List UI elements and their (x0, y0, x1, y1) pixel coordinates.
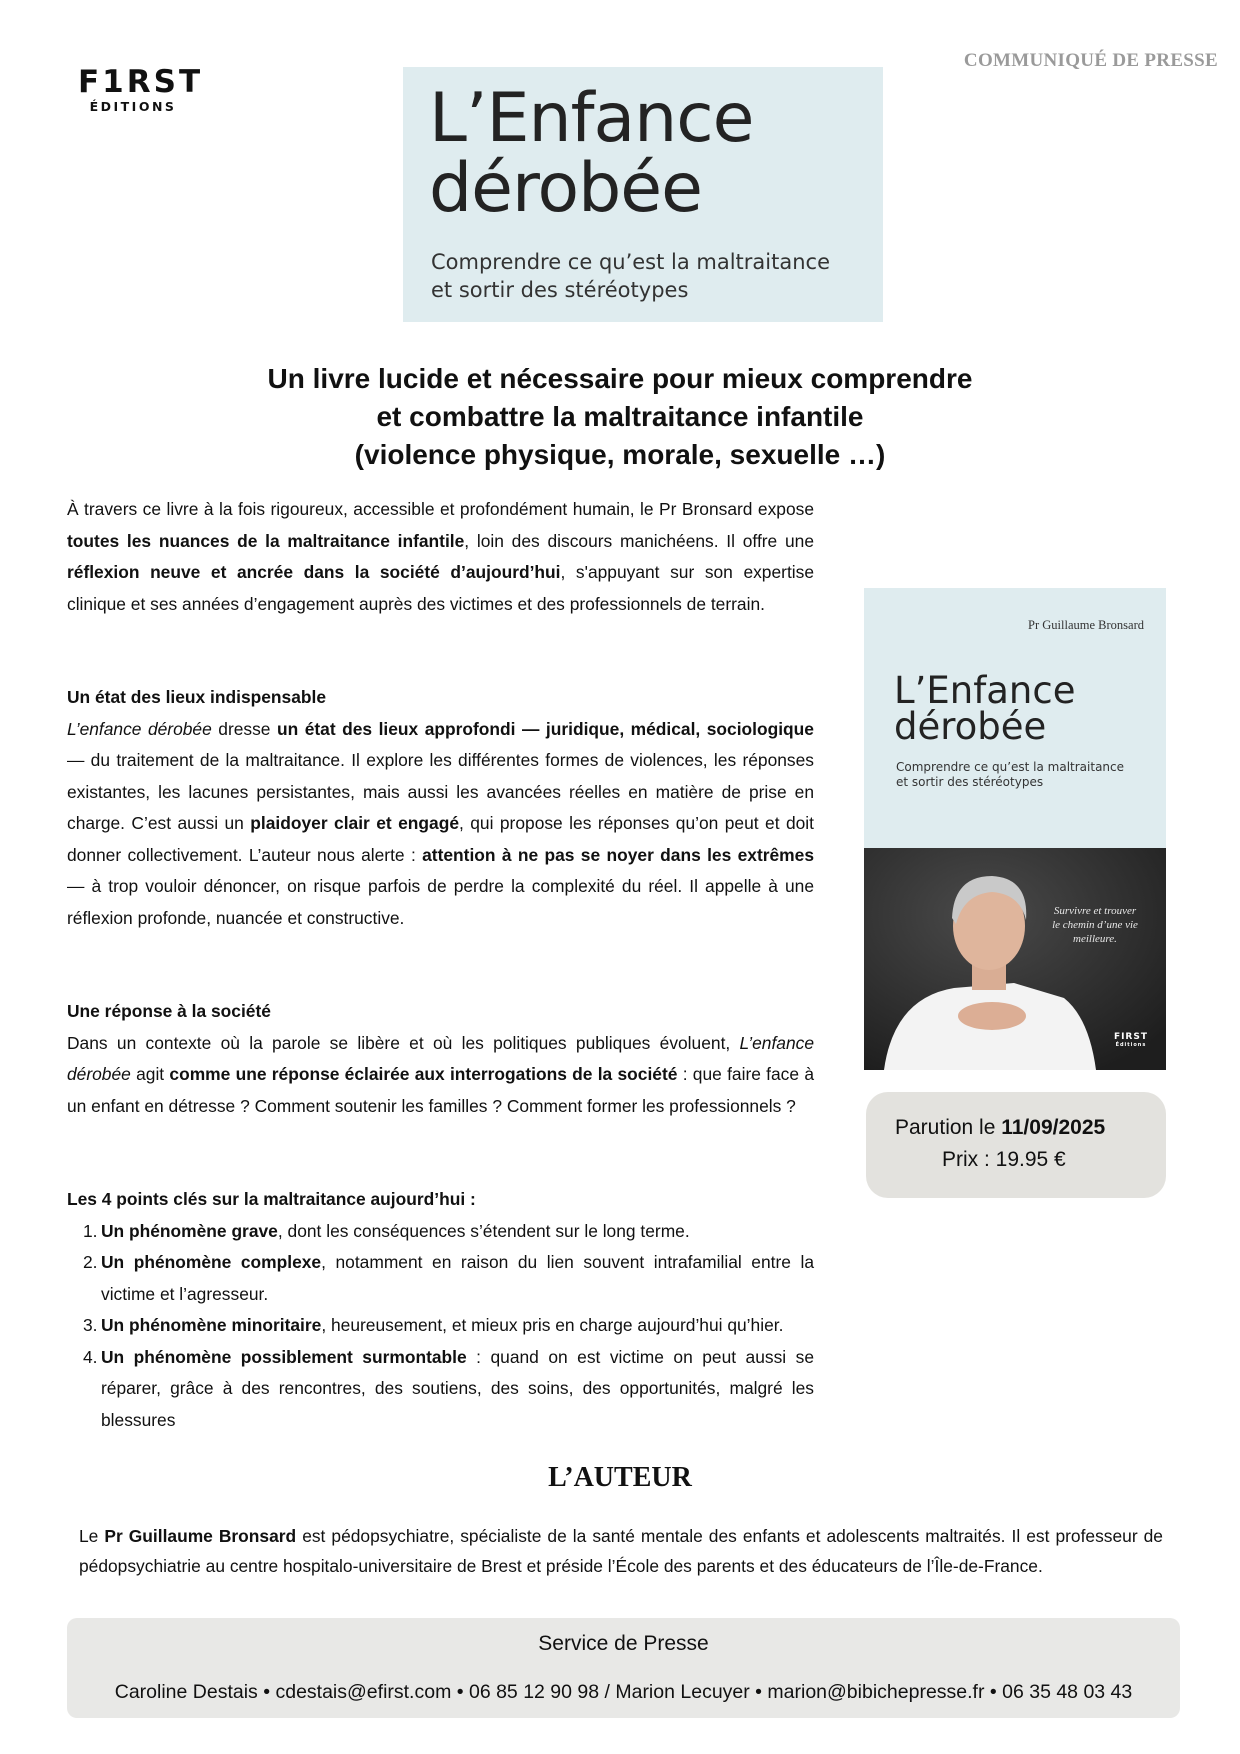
logo-wordmark: F1RST (78, 64, 204, 100)
text-run: Dans un contexte où la parole se libère et où les politiques publiques évoluent, (67, 1032, 740, 1053)
cover-logo-word: FIRST (1113, 1032, 1148, 1042)
press-contact-details: Caroline Destais • cdestais@efirst.com • 06 85 12 90 98 / Marion Lecuyer • marion@bibichepresse.fr • 06 35 48 03 43 (114, 1681, 1133, 1703)
text-run: : quand on est victime on peut aussi se réparer, grâce à des rencontres, des soutiens, des soins, des opportunités, malgré les blessures (101, 1346, 815, 1430)
release-info-box (866, 1092, 1166, 1198)
cover-subtitle-line2: et sortir des stéréotypes (896, 775, 1044, 789)
headline (180, 360, 1060, 474)
section-title: Une réponse à la société (67, 1001, 271, 1021)
text-run: Le (79, 1526, 105, 1546)
bold-run: Un phénomène grave (101, 1220, 278, 1241)
cover-title-line1: L’Enfance (894, 669, 1076, 712)
text-run: , heureusement, et mieux pris en charge aujourd’hui qu’hier. (321, 1315, 784, 1335)
bold-run: réflexion neuve et ancrée dans la société d’aujourd’hui (67, 562, 561, 582)
banner-subtitle-line2: et sortir des stéréotypes (431, 278, 689, 302)
cover-tagline (1040, 904, 1150, 946)
section-paragraph (67, 1028, 814, 1123)
cover-author: Pr Guillaume Bronsard (1028, 618, 1144, 632)
list-item (67, 1310, 814, 1342)
headline-line1: Un livre lucide et nécessaire pour mieux comprendre (267, 363, 973, 394)
section-title: Les 4 points clés sur la maltraitance aujourd’hui : (67, 1189, 476, 1209)
bold-run: Un phénomène complexe (101, 1252, 322, 1272)
headline-line2: et combattre la maltraitance infantile (376, 401, 864, 432)
banner-subtitle-line1: Comprendre ce qu’est la maltraitance (431, 250, 831, 274)
intro-paragraph (67, 494, 814, 620)
headline-line3: (violence physique, morale, sexuelle …) (354, 439, 886, 470)
press-contact-heading: Service de Presse (538, 1632, 709, 1655)
tagline-line2: le chemin d’une vie (1052, 919, 1138, 931)
cover-publisher-logo (1114, 1032, 1148, 1048)
release-date-line (895, 1114, 1105, 1142)
list-number: 3. (83, 1315, 98, 1335)
bold-run: Un phénomène possiblement surmontable (101, 1346, 467, 1367)
banner-subtitle (431, 248, 830, 304)
bold-run: Pr Guillaume Bronsard (104, 1526, 297, 1546)
release-date: 11/09/2025 (1001, 1116, 1106, 1139)
list-item (67, 1216, 814, 1248)
list-number: 4. (83, 1346, 98, 1367)
list-number: 2. (83, 1252, 98, 1272)
author-heading: L’AUTEUR (548, 1462, 692, 1493)
italic-run: L’enfance dérobée (67, 1032, 814, 1084)
price: Prix : 19.95 € (942, 1148, 1066, 1171)
bold-run: plaidoyer clair et engagé (250, 813, 459, 833)
text-run: , qui propose les réponses qu’on peut et doit donner collectivement. L’auteur nous alerte : (67, 813, 814, 865)
cover-title-line2: dérobée (894, 705, 1047, 748)
book-cover (864, 588, 1166, 1070)
italic-run: L’enfance dérobée (67, 718, 212, 739)
banner-title-line1: L’Enfance (429, 79, 754, 158)
cover-logo-sub: Éditions (1115, 1042, 1147, 1048)
press-release-tag: COMMUNIQUÉ DE PRESSE (963, 50, 1218, 71)
text-run: est pédopsychiatre, spécialiste de la santé mentale des enfants et adolescents maltraités. Il est professeur de pédopsychiatrie au centre hospitalo-universitaire de Brest et préside l’École des parents et des éducateurs de l’Île-de-France. (79, 1526, 1163, 1576)
key-points-list (67, 1216, 814, 1437)
bold-run: attention à ne pas se noyer dans les extrêmes (422, 844, 814, 865)
section-paragraph (67, 714, 814, 935)
section-reponse-societe (67, 996, 814, 1122)
text-run: , s'appuyant sur son expertise clinique et ses années d’engagement auprès des victimes et des professionnels de terrain. (67, 562, 815, 614)
cover-subtitle (896, 760, 1124, 790)
publisher-logo (78, 64, 204, 114)
cover-subtitle-line1: Comprendre ce qu’est la maltraitance (896, 760, 1125, 774)
text-run: À travers ce livre à la fois rigoureux, accessible et profondément humain, le Pr Bronsard expose (67, 499, 814, 519)
list-number: 1. (83, 1220, 98, 1241)
section-etat-des-lieux (67, 682, 814, 934)
release-label: Parution le (895, 1116, 1002, 1139)
bold-run: toutes les nuances de la maltraitance infantile (67, 530, 465, 551)
press-contact-box (67, 1618, 1180, 1718)
bold-run: Un phénomène minoritaire (101, 1315, 322, 1335)
text-run: , dont les conséquences s’étendent sur le long terme. (277, 1220, 690, 1241)
tagline-line1: Survivre et trouver (1053, 905, 1137, 917)
list-item (67, 1342, 814, 1437)
section-title: Un état des lieux indispensable (67, 687, 326, 707)
author-bio (79, 1522, 1163, 1581)
tagline-line3: meilleure. (1073, 933, 1117, 945)
bold-run: un état des lieux approfondi — juridique, médical, sociologique (276, 718, 814, 739)
section-points-cles (67, 1184, 814, 1436)
title-banner (403, 67, 883, 322)
cover-title-area (864, 588, 1166, 848)
text-run: , notamment en raison du lien souvent intrafamilial entre la victime et l’agresseur. (101, 1252, 815, 1304)
text-run: dresse (211, 718, 277, 739)
text-run: — à trop vouloir dénoncer, on risque parfois de perdre la complexité du réel. Il appelle à une réflexion profonde, nuancée et constructive. (67, 876, 814, 928)
text-run: : que faire face à un enfant en détresse ? Comment soutenir les familles ? Comment former les professionnels ? (67, 1064, 814, 1116)
bold-run: comme une réponse éclairée aux interrogations de la société (169, 1064, 678, 1084)
list-item (67, 1247, 814, 1310)
banner-title-line2: dérobée (429, 149, 702, 228)
logo-subtitle: ÉDITIONS (89, 99, 177, 114)
text-run: — du traitement de la maltraitance. Il explore les différentes formes de violences, les réponses existantes, les lacunes persistantes, mais aussi les avancées réelles en matière de prise en charge. C’est aussi un (67, 750, 814, 833)
author-photo (864, 848, 1166, 1070)
text-run: , loin des discours manichéens. Il offre une (464, 530, 814, 551)
text-run: agit (130, 1064, 170, 1084)
